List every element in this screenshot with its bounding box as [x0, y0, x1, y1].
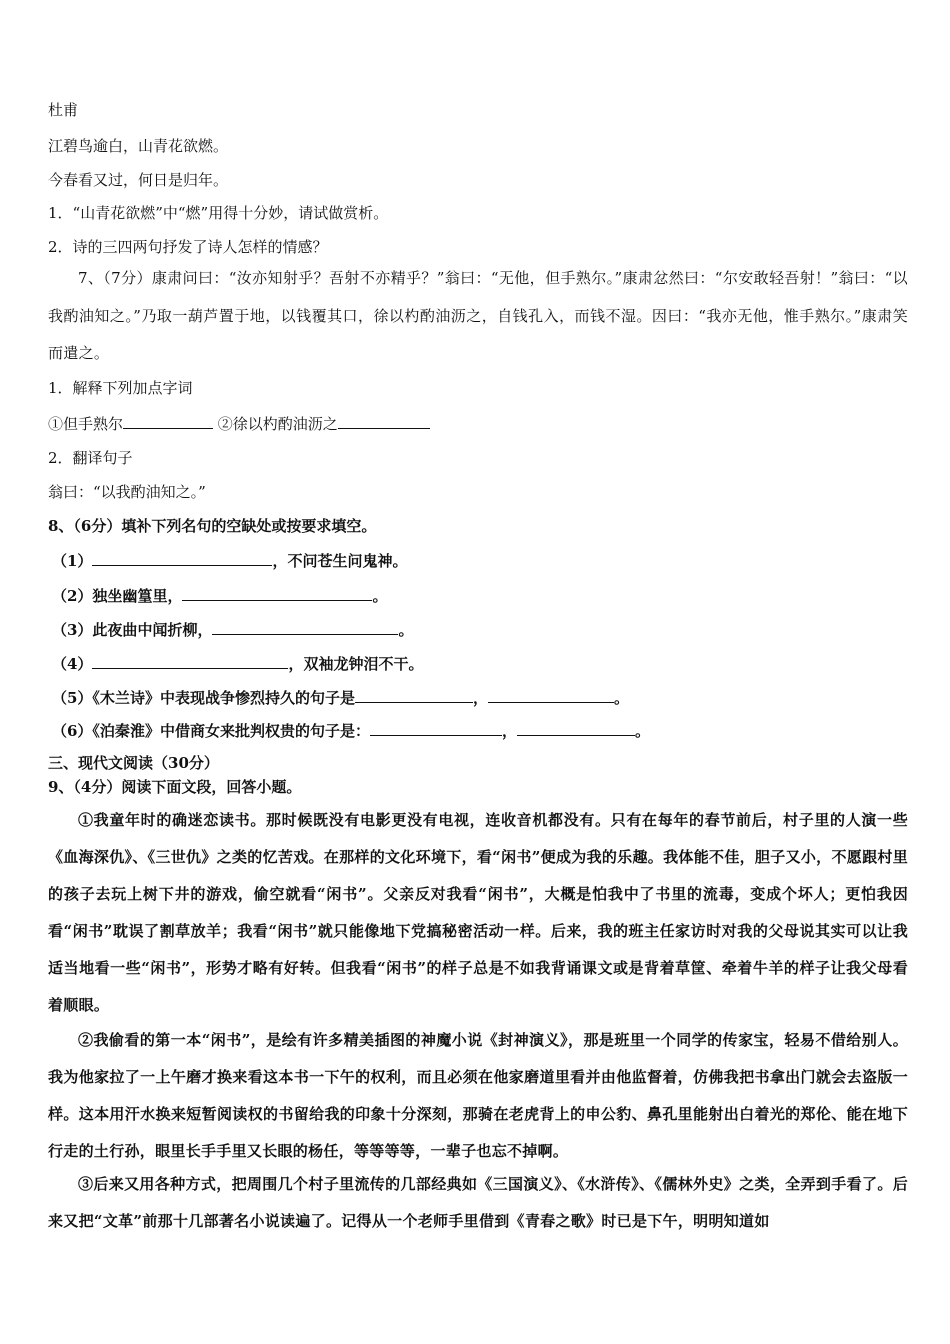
q8-item	[52, 584, 912, 606]
q8-blank[interactable]	[92, 652, 288, 669]
q8-blank[interactable]	[355, 686, 473, 703]
q7-passage: 7、（7分）康肃问曰：“汝亦知射乎？吾射不亦精乎？”翁曰：“无他，但手熟尔。”康肃忿然曰：“尔安敢轻吾射！”翁曰：“以我酌油知之。”乃取一葫芦置于地，以钱覆其口，徐以杓酌油沥之，自钱孔入，而钱不湿。因曰：“我亦无他，惟手熟尔。”康肃笑而遣之。	[48, 269, 908, 362]
q8-item-suffix: 。	[634, 722, 650, 740]
poem-line-1: 江碧鸟逾白，山青花欲燃。	[48, 137, 229, 155]
q8-blank[interactable]	[370, 719, 502, 736]
q8-item-suffix: ，双袖龙钟泪不干。	[288, 655, 424, 673]
q8-item-prefix: （4）	[52, 655, 93, 673]
poem-author: 杜甫	[48, 101, 79, 119]
q8-item-separator: ，	[501, 722, 517, 740]
q8-item-suffix: 。	[613, 689, 629, 707]
q8-item-suffix: ，不问苍生问鬼神。	[272, 552, 408, 570]
q8-blank[interactable]	[517, 719, 635, 736]
q8-title: 8、（6分）填补下列名句的空缺处或按要求填空。	[48, 517, 377, 535]
q8-item-prefix: （3）此夜曲中闻折柳，	[52, 621, 213, 639]
q8-blank[interactable]	[92, 549, 272, 566]
q7-item-1: ①但手熟尔	[48, 415, 124, 433]
q8-item-suffix: 。	[372, 587, 388, 605]
q7-blank-2[interactable]	[338, 412, 430, 429]
q7-items	[48, 412, 908, 434]
q8-item-suffix: 。	[398, 621, 414, 639]
q8-item-prefix: （2）独坐幽篁里，	[52, 587, 183, 605]
q8-item-prefix: （1）	[52, 552, 93, 570]
q7-sub-2: 2．翻译句子	[48, 449, 133, 467]
q7-sentence: 翁曰：“以我酌油知之。”	[48, 483, 206, 501]
reading-paragraph-2: ②我偷看的第一本“闲书”，是绘有许多精美插图的神魔小说《封神演义》，那是班里一个同学的传家宝，轻易不借给别人。我为他家拉了一上午磨才换来看这本书一下午的权利，而且必须在他家磨道里看并由他监督着，仿佛我把书拿出门就会去盗版一样。这本用汗水换来短暂阅读权的书留给我的印象十分深刻，那骑在老虎背上的申公豹、鼻孔里能射出白着光的郑伦、能在地下行走的土行孙，眼里长手手里又长眼的杨任，等等等等，一辈子也忘不掉啊。	[48, 1031, 908, 1160]
q8-item	[52, 652, 912, 674]
q8-blank[interactable]	[488, 686, 614, 703]
section-3-title: 三、现代文阅读（30分）	[48, 754, 219, 772]
q8-item-prefix: （5）《木兰诗》中表现战争惨烈持久的句子是	[52, 689, 355, 707]
reading-paragraph-1: ①我童年时的确迷恋读书。那时候既没有电影更没有电视，连收音机都没有。只有在每年的春节前后，村子里的人演一些《血海深仇》、《三世仇》之类的忆苦戏。在那样的文化环境下，看“闲书”便成为我的乐趣。我体能不佳，胆子又小，不愿跟村里的孩子去玩上树下井的游戏，偷空就看“闲书”。父亲反对我看“闲书”，大概是怕我中了书里的流毒，变成个坏人；更怕我因看“闲书”耽误了割草放羊；我看“闲书”就只能像地下党搞秘密活动一样。后来，我的班主任家访时对我的父母说其实可以让我适当地看一些“闲书”，形势才略有好转。但我看“闲书”的样子总是不如我背诵课文或是背着草筐、牵着牛羊的样子让我父母看着顺眼。	[48, 811, 908, 1014]
reading-paragraph-3: ③后来又用各种方式，把周围几个村子里流传的几部经典如《三国演义》、《水浒传》、《儒林外史》之类，全弄到手看了。后来又把“文革”前那十几部著名小说读遍了。记得从一个老师手里借到《青春之歌》时已是下午，明明知道如	[48, 1175, 908, 1230]
q7-blank-1[interactable]	[123, 412, 213, 429]
q8-item-separator: ，	[472, 689, 488, 707]
q8-item	[52, 686, 912, 708]
q8-item	[52, 618, 912, 640]
q9-title: 9、（4分）阅读下面文段，回答小题。	[48, 778, 302, 796]
q7-sub-1: 1．解释下列加点字词	[48, 379, 193, 397]
poem-line-2: 今春看又过，何日是归年。	[48, 171, 229, 189]
q8-item-prefix: （6）《泊秦淮》中借商女来批判权贵的句子是：	[52, 722, 370, 740]
q8-blank[interactable]	[182, 584, 372, 601]
q8-item	[52, 719, 912, 741]
q7-item-2: ②徐以杓酌油沥之	[217, 415, 338, 433]
q8-blank[interactable]	[212, 618, 398, 635]
poem-question-2: 2．诗的三四两句抒发了诗人怎样的情感？	[48, 238, 328, 256]
poem-question-1: 1．“山青花欲燃”中“燃”用得十分妙，请试做赏析。	[48, 204, 389, 222]
q8-item	[52, 549, 912, 571]
